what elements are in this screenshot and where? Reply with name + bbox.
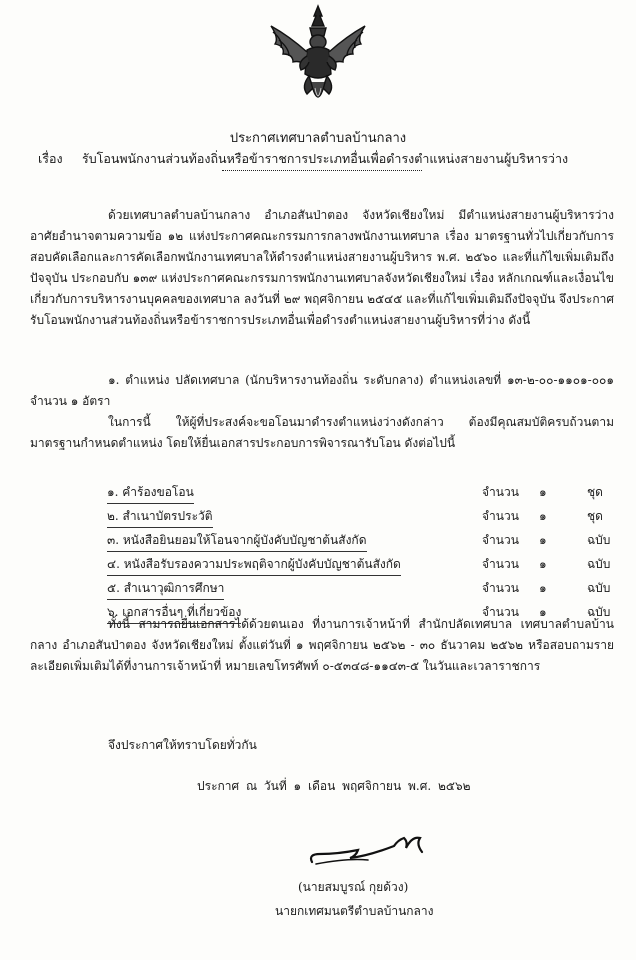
document-item-unit: จำนวน: [482, 605, 519, 619]
document-item-measure: ชุด: [587, 485, 603, 499]
document-item-measure: ชุด: [587, 509, 603, 523]
announcement-subject: [38, 149, 628, 169]
intro-paragraph: ด้วยเทศบาลตำบลบ้านกลาง อำเภอสันป่าตอง จังหวัดเชียงใหม่ มีตำแหน่งสายงานผู้บริหารว่าง อาศัยอำนาจตามความข้อ ๑๒ แห่งประกาศคณะกรรมการกลางพนักงานเทศบาล เรื่อง มาตรฐานทั่วไปเกี่ยวกับการสอบคัดเลือกและการคัดเลือกพนักงานเทศบาลให้ดำรงตำแหน่งสายงานผู้บริหาร พ.ศ. ๒๕๖๐ และที่แก้ไขเพิ่มเติมถึงปัจจุบัน ประกอบกับ ๑๓๙ แห่งประกาศคณะกรรมการพนักงานเทศบาลจังหวัดเชียงใหม่ เรื่อง หลักเกณฑ์และเงื่อนไขเกี่ยวกับการบริหารงานบุคคลของเทศบาล ลงวันที่ ๒๙ พฤศจิกายน ๒๕๔๕ และที่แก้ไขเพิ่มเติมถึงปัจจุบัน จึงประกาศรับโอนพนักงานส่วนท้องถิ่นหรือข้าราชการประเภทอื่นเพื่อดำรงตำแหน่งสายงานผู้บริหารที่ว่าง ดังนี้: [30, 208, 614, 327]
document-item-unit: จำนวน: [482, 581, 519, 595]
document-item: [107, 481, 627, 505]
document-item-label: ๕. สำเนาวุฒิการศึกษา: [107, 579, 224, 600]
document-item-count: ๑: [539, 533, 547, 547]
document-item-label: ๔. หนังสือรับรองความประพฤติจากผู้บังคับบัญชาต้นสังกัด: [107, 555, 401, 576]
document-item-count: ๑: [539, 605, 547, 619]
document-item-label: ๒. สำเนาบัตรประวัติ: [107, 507, 213, 528]
subject-label: เรื่อง: [38, 151, 63, 166]
document-item: [107, 577, 627, 601]
announcement-date: ประกาศ ณ วันที่ ๑ เดือน พฤศจิกายน พ.ศ. ๒๕๖๒: [197, 779, 471, 793]
position-paragraph: ๑. ตำแหน่ง ปลัดเทศบาล (นักบริหารงานท้องถิ่น ระดับกลาง) ตำแหน่งเลขที่ ๑๓-๒-๐๐-๑๑๐๑-๐๐๑ จำนวน ๑ อัตรา: [30, 373, 614, 408]
document-item-label: ๖. เอกสารอื่นๆ ที่เกี่ยวข้อง: [107, 603, 241, 624]
document-item-unit: จำนวน: [482, 509, 519, 523]
document-item-count: ๑: [539, 581, 547, 595]
document-item-label: ๑. คำร้องขอโอน: [107, 483, 194, 504]
submission-paragraph: ทั้งนี้ สามารถยื่นเอกสารได้ด้วยตนเอง ที่งานการเจ้าหน้าที่ สำนักปลัดเทศบาล เทศบาลตำบลบ้านกลาง อำเภอสันป่าตอง จังหวัดเชียงใหม่ ตั้งแต่วันที่ ๑ พฤศจิกายน ๒๕๖๒ - ๓๐ ธันวาคม ๒๕๖๒ หรือสอบถามรายละเอียดเพิ่มเติมได้ที่งานการเจ้าหน้าที่ หมายเลขโทรศัพท์ ๐-๕๓๔๘-๑๑๔๓-๕ ในวันและเวลาราชการ: [30, 617, 614, 673]
document-item-label: ๓. หนังสือยินยอมให้โอนจากผู้บังคับบัญชาต้นสังกัด: [107, 531, 367, 552]
document-item: [107, 505, 627, 529]
document-item-measure: ฉบับ: [587, 581, 611, 595]
requirements-paragraph: ในการนี้ ให้ผู้ที่ประสงค์จะขอโอนมาดำรงตำแหน่งว่างดังกล่าว ต้องมีคุณสมบัติครบถ้วนตามมาตรฐานกำหนดตำแหน่ง โดยให้ยื่นเอกสารประกอบการพิจารณารับโอน ดังต่อไปนี้: [30, 415, 614, 450]
document-item-unit: จำนวน: [482, 533, 519, 547]
document-item-measure: ฉบับ: [587, 605, 611, 619]
announcement-title: ประกาศเทศบาลตำบลบ้านกลาง: [229, 131, 407, 146]
document-item-count: ๑: [539, 509, 547, 523]
garuda-emblem-icon: [263, 4, 373, 112]
document-item: [107, 529, 627, 553]
dotted-divider: [222, 170, 422, 171]
document-item-count: ๑: [539, 485, 547, 499]
subject-text: รับโอนพนักงานส่วนท้องถิ่นหรือข้าราชการประเภทอื่นเพื่อดำรงตำแหน่งสายงานผู้บริหารว่าง: [81, 151, 569, 166]
document-item-unit: จำนวน: [482, 557, 519, 571]
document-item-measure: ฉบับ: [587, 533, 611, 547]
closing-paragraph: จึงประกาศให้ทราบโดยทั่วกัน: [108, 738, 257, 752]
document-item-unit: จำนวน: [482, 485, 519, 499]
document-list: [107, 481, 627, 625]
signer-position: นายกเทศมนตรีตำบลบ้านกลาง: [275, 904, 434, 918]
signature-icon: [298, 824, 448, 876]
document-item: [107, 553, 627, 577]
document-item-measure: ฉบับ: [587, 557, 611, 571]
document-item-count: ๑: [539, 557, 547, 571]
signer-name: (นายสมบูรณ์ กุยด้วง): [298, 880, 409, 894]
